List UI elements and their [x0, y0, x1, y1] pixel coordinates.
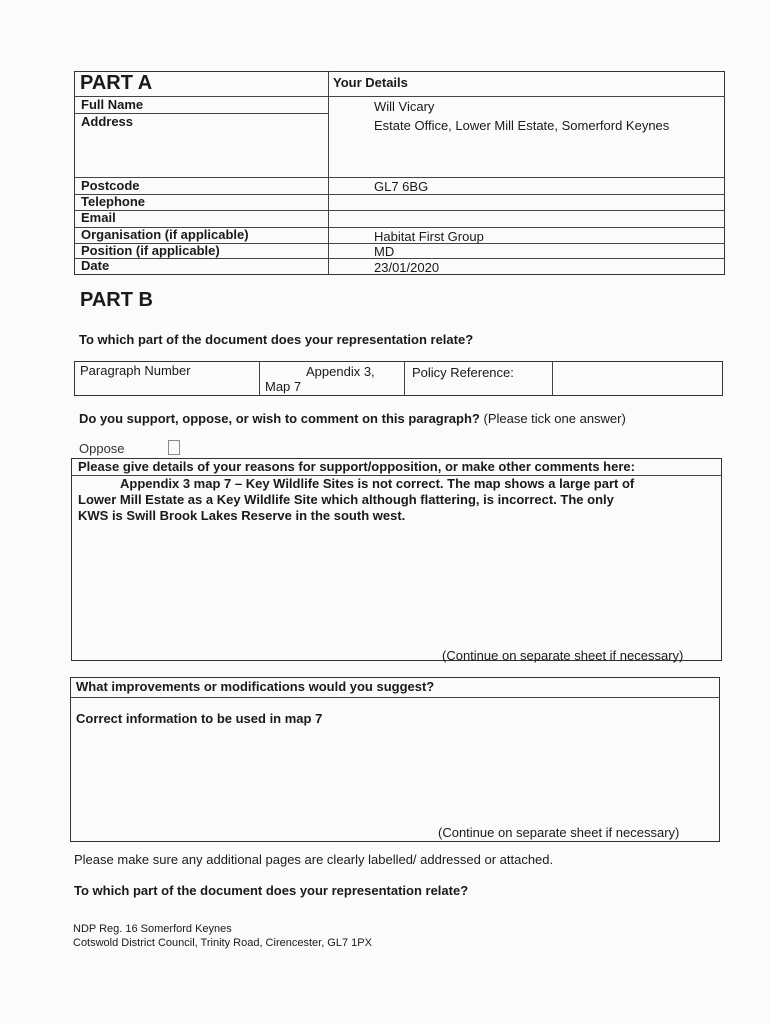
paragraph-number-label: Paragraph Number [80, 363, 191, 378]
footer-line-2: Cotswold District Council, Trinity Road, Cirencester, GL7 1PX [73, 937, 372, 949]
support-question-note: (Please tick one answer) [483, 411, 626, 426]
reasons-line-3: KWS is Swill Brook Lakes Reserve in the south west. [78, 508, 406, 523]
reasons-line-1: Appendix 3 map 7 – Key Wildlife Sites is not correct. The map shows a large part of [120, 476, 635, 491]
telephone-label: Telephone [81, 194, 146, 209]
full-name-label: Full Name [81, 97, 144, 112]
your-details-heading: Your Details [333, 75, 408, 90]
row-line [74, 258, 725, 259]
relate-question-2: To which part of the document does your representation relate? [74, 883, 469, 898]
improvements-text: Correct information to be used in map 7 [76, 711, 323, 726]
cell-divider [404, 361, 405, 396]
organisation-value: Habitat First Group [374, 229, 484, 244]
continue-note-2: (Continue on separate sheet if necessary) [438, 825, 680, 840]
relate-question: To which part of the document does your representation relate? [79, 332, 474, 347]
cell-divider [259, 361, 260, 396]
reasons-heading: Please give details of your reasons for support/opposition, or make other comments here: [78, 459, 635, 474]
row-line [74, 210, 725, 211]
part-a-heading: PART A [80, 72, 153, 94]
date-label: Date [81, 258, 110, 273]
position-label: Position (if applicable) [81, 243, 220, 258]
reasons-line-2: Lower Mill Estate as a Key Wildlife Site which although flattering, is incorrect. The only [78, 492, 614, 507]
answer-oppose: Oppose [79, 441, 125, 456]
support-question-line [79, 411, 626, 426]
position-value: MD [374, 244, 395, 259]
additional-pages-note: Please make sure any additional pages are clearly labelled/ addressed or attached. [74, 852, 554, 867]
policy-reference-label: Policy Reference: [412, 365, 514, 380]
date-value: 23/01/2020 [374, 260, 440, 275]
address-label: Address [81, 114, 134, 129]
full-name-value: Will Vicary [374, 99, 435, 114]
continue-note: (Continue on separate sheet if necessary) [442, 648, 684, 663]
improvements-border [70, 677, 720, 842]
part-b-heading: PART B [80, 289, 153, 311]
email-label: Email [81, 210, 116, 225]
cell-divider [552, 361, 553, 396]
row-line [328, 96, 725, 97]
paragraph-number-value: Appendix 3, [306, 364, 375, 379]
part-a-divider [328, 71, 329, 275]
postcode-value: GL7 6BG [374, 179, 429, 194]
organisation-label: Organisation (if applicable) [81, 227, 249, 242]
row-line [74, 194, 725, 195]
postcode-label: Postcode [81, 178, 140, 193]
oppose-checkbox[interactable] [168, 440, 180, 455]
row-line [74, 177, 725, 178]
improvements-heading: What improvements or modifications would you suggest? [76, 679, 435, 694]
paragraph-number-value-2: Map 7 [265, 379, 302, 394]
support-question: Do you support, oppose, or wish to comment on this paragraph? [79, 411, 480, 426]
improvements-header-line [70, 697, 720, 698]
footer-line-1: NDP Reg. 16 Somerford Keynes [73, 923, 232, 935]
address-value: Estate Office, Lower Mill Estate, Somerford Keynes [374, 118, 670, 133]
